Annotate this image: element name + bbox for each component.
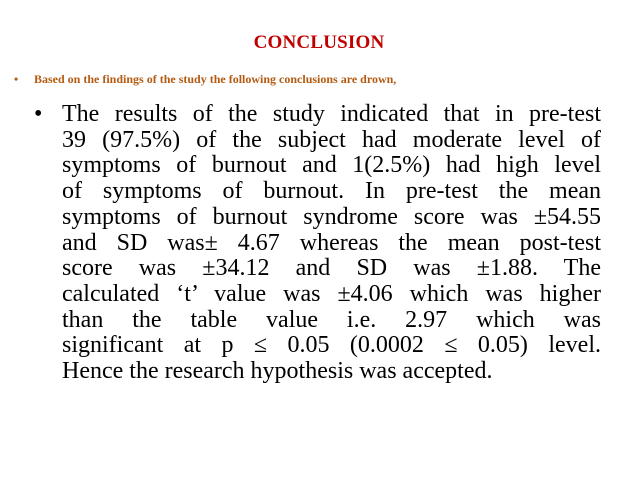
intro-bullet-icon: • <box>14 72 19 86</box>
paragraph-line-7: score was ±34.12 and SD was ±1.88. The <box>62 255 601 282</box>
paragraph-line-2: 39 (97.5%) of the subject had moderate level of <box>62 126 601 153</box>
conclusion-paragraph <box>34 101 601 385</box>
paragraph-line-3: symptoms of burnout and 1(2.5%) had high level <box>62 152 601 179</box>
intro-text: Based on the findings of the study the following conclusions are drown, <box>34 72 397 86</box>
intro-bullet-point <box>14 71 624 87</box>
paragraph-line-9: than the table value i.e. 2.97 which was <box>62 306 601 333</box>
paragraph-line-4: of symptoms of burnout. In pre-test the mean <box>62 178 601 205</box>
paragraph-line-11: Hence the research hypothesis was accepted. <box>62 358 493 385</box>
paragraph-line-10: significant at p ≤ 0.05 (0.0002 ≤ 0.05) level. <box>62 332 601 359</box>
paragraph-line-8: calculated ‘t’ value was ±4.06 which was higher <box>62 280 601 307</box>
paragraph-line-5: symptoms of burnout syndrome score was ±54.55 <box>62 203 601 230</box>
paragraph-line-6: and SD was± 4.67 whereas the mean post-test <box>62 229 601 256</box>
paragraph-bullet-icon: • <box>34 101 43 127</box>
paragraph-line-1: The results of the study indicated that in pre-test <box>62 101 601 127</box>
slide-title: CONCLUSION <box>253 32 385 53</box>
